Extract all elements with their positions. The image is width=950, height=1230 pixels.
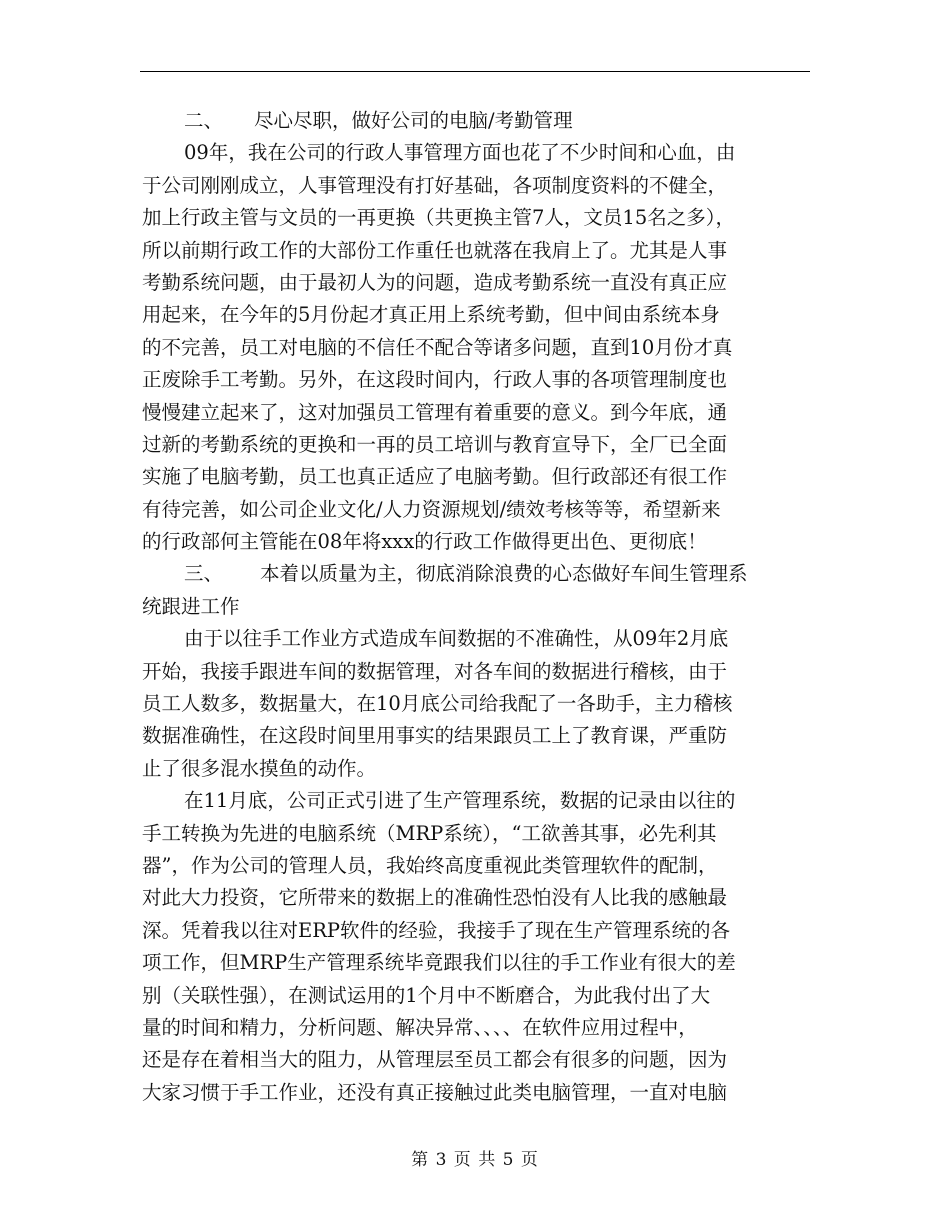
text-line: 量的时间和精力，分析问题、解决异常、、、、在软件应用过程中， xyxy=(142,1015,698,1039)
text-line: 项工作，但MRP生产管理系统毕竟跟我们以往的手工作业有很大的差 xyxy=(142,951,736,975)
text-line: 09年，我在公司的行政人事管理方面也花了不少时间和心血，由 xyxy=(184,141,736,165)
text-line: 慢慢建立起来了，这对加强员工管理有着重要的意义。到今年底，通 xyxy=(142,400,728,424)
section-number-three: 三、 xyxy=(184,562,224,586)
text-line: 于公司刚刚成立，人事管理没有打好基础，各项制度资料的不健全， xyxy=(142,173,728,197)
section-number-two: 二、 xyxy=(184,109,224,132)
text-line: 大家习惯于手工作业，还没有真正接触过此类电脑管理，一直对电脑 xyxy=(142,1080,728,1104)
text-line: 考勤系统问题，由于最初人为的问题，造成考勤系统一直没有真正应 xyxy=(142,270,728,294)
text-line: 有待完善，如公司企业文化/人力资源规划/绩效考核等等，希望新来 xyxy=(142,497,721,521)
text-line: 在11月底，公司正式引进了生产管理系统，数据的记录由以往的 xyxy=(184,789,736,813)
text-line: 用起来，在今年的5月份起才真正用上系统考勤，但中间由系统本身 xyxy=(142,303,720,327)
text-line: 正废除手工考勤。另外，在这段时间内，行政人事的各项管理制度也 xyxy=(142,368,728,392)
text-line: 止了很多混水摸鱼的动作。 xyxy=(142,756,377,780)
text-line: 深。凭着我以往对ERP软件的经验，我接手了现在生产管理系统的各 xyxy=(142,918,731,942)
section-title-three: 本着以质量为主，彻底消除浪费的心态做好车间生管理系 xyxy=(260,562,748,586)
text-line: 实施了电脑考勤，员工也真正适应了电脑考勤。但行政部还有很工作 xyxy=(142,465,728,489)
text-line: 所以前期行政工作的大部份工作重任也就落在我肩上了。尤其是人事 xyxy=(142,238,728,262)
page-number-footer: 第 3 页 共 5 页 xyxy=(411,1150,539,1170)
text-line: 加上行政主管与文员的一再更换（共更换主管7人，文员15名之多）， xyxy=(142,206,735,230)
text-line: 手工转换为先进的电脑系统（MRP系统），“工欲善其事，必先利其 xyxy=(142,821,717,845)
section-title-three-continued: 统跟进工作 xyxy=(142,594,240,618)
header-rule xyxy=(140,71,810,72)
text-line: 对此大力投资，它所带来的数据上的准确性恐怕没有人比我的感触最 xyxy=(142,886,728,910)
text-line: 的不完善，员工对电脑的不信任不配合等诸多问题，直到10月份才真 xyxy=(142,335,733,359)
body-text xyxy=(142,105,812,1109)
section-heading-three xyxy=(142,558,812,590)
text-line: 由于以往手工作业方式造成车间数据的不准确性，从09年2月底 xyxy=(184,627,729,651)
text-line: 过新的考勤系统的更换和一再的员工培训与教育宣导下，全厂已全面 xyxy=(142,432,728,456)
section-title-two: 尽心尽职，做好公司的电脑/考勤管理 xyxy=(254,109,573,132)
section-heading-two xyxy=(142,105,812,137)
text-line: 器”，作为公司的管理人员，我始终高度重视此类管理软件的配制， xyxy=(142,853,718,877)
text-line: 别（关联性强），在测试运用的1个月中不断磨合，为此我付出了大 xyxy=(142,983,711,1007)
text-line: 还是存在着相当大的阻力，从管理层至员工都会有很多的问题，因为 xyxy=(142,1048,728,1072)
text-line: 数据准确性，在这段时间里用事实的结果跟员工上了教育课，严重防 xyxy=(142,724,728,748)
text-line: 员工人数多，数据量大，在10月底公司给我配了一各助手，主力稽核 xyxy=(142,692,733,716)
text-line: 的行政部何主管能在08年将xxx的行政工作做得更出色、更彻底！ xyxy=(142,530,707,554)
text-line: 开始，我接手跟进车间的数据管理，对各车间的数据进行稽核，由于 xyxy=(142,659,728,683)
